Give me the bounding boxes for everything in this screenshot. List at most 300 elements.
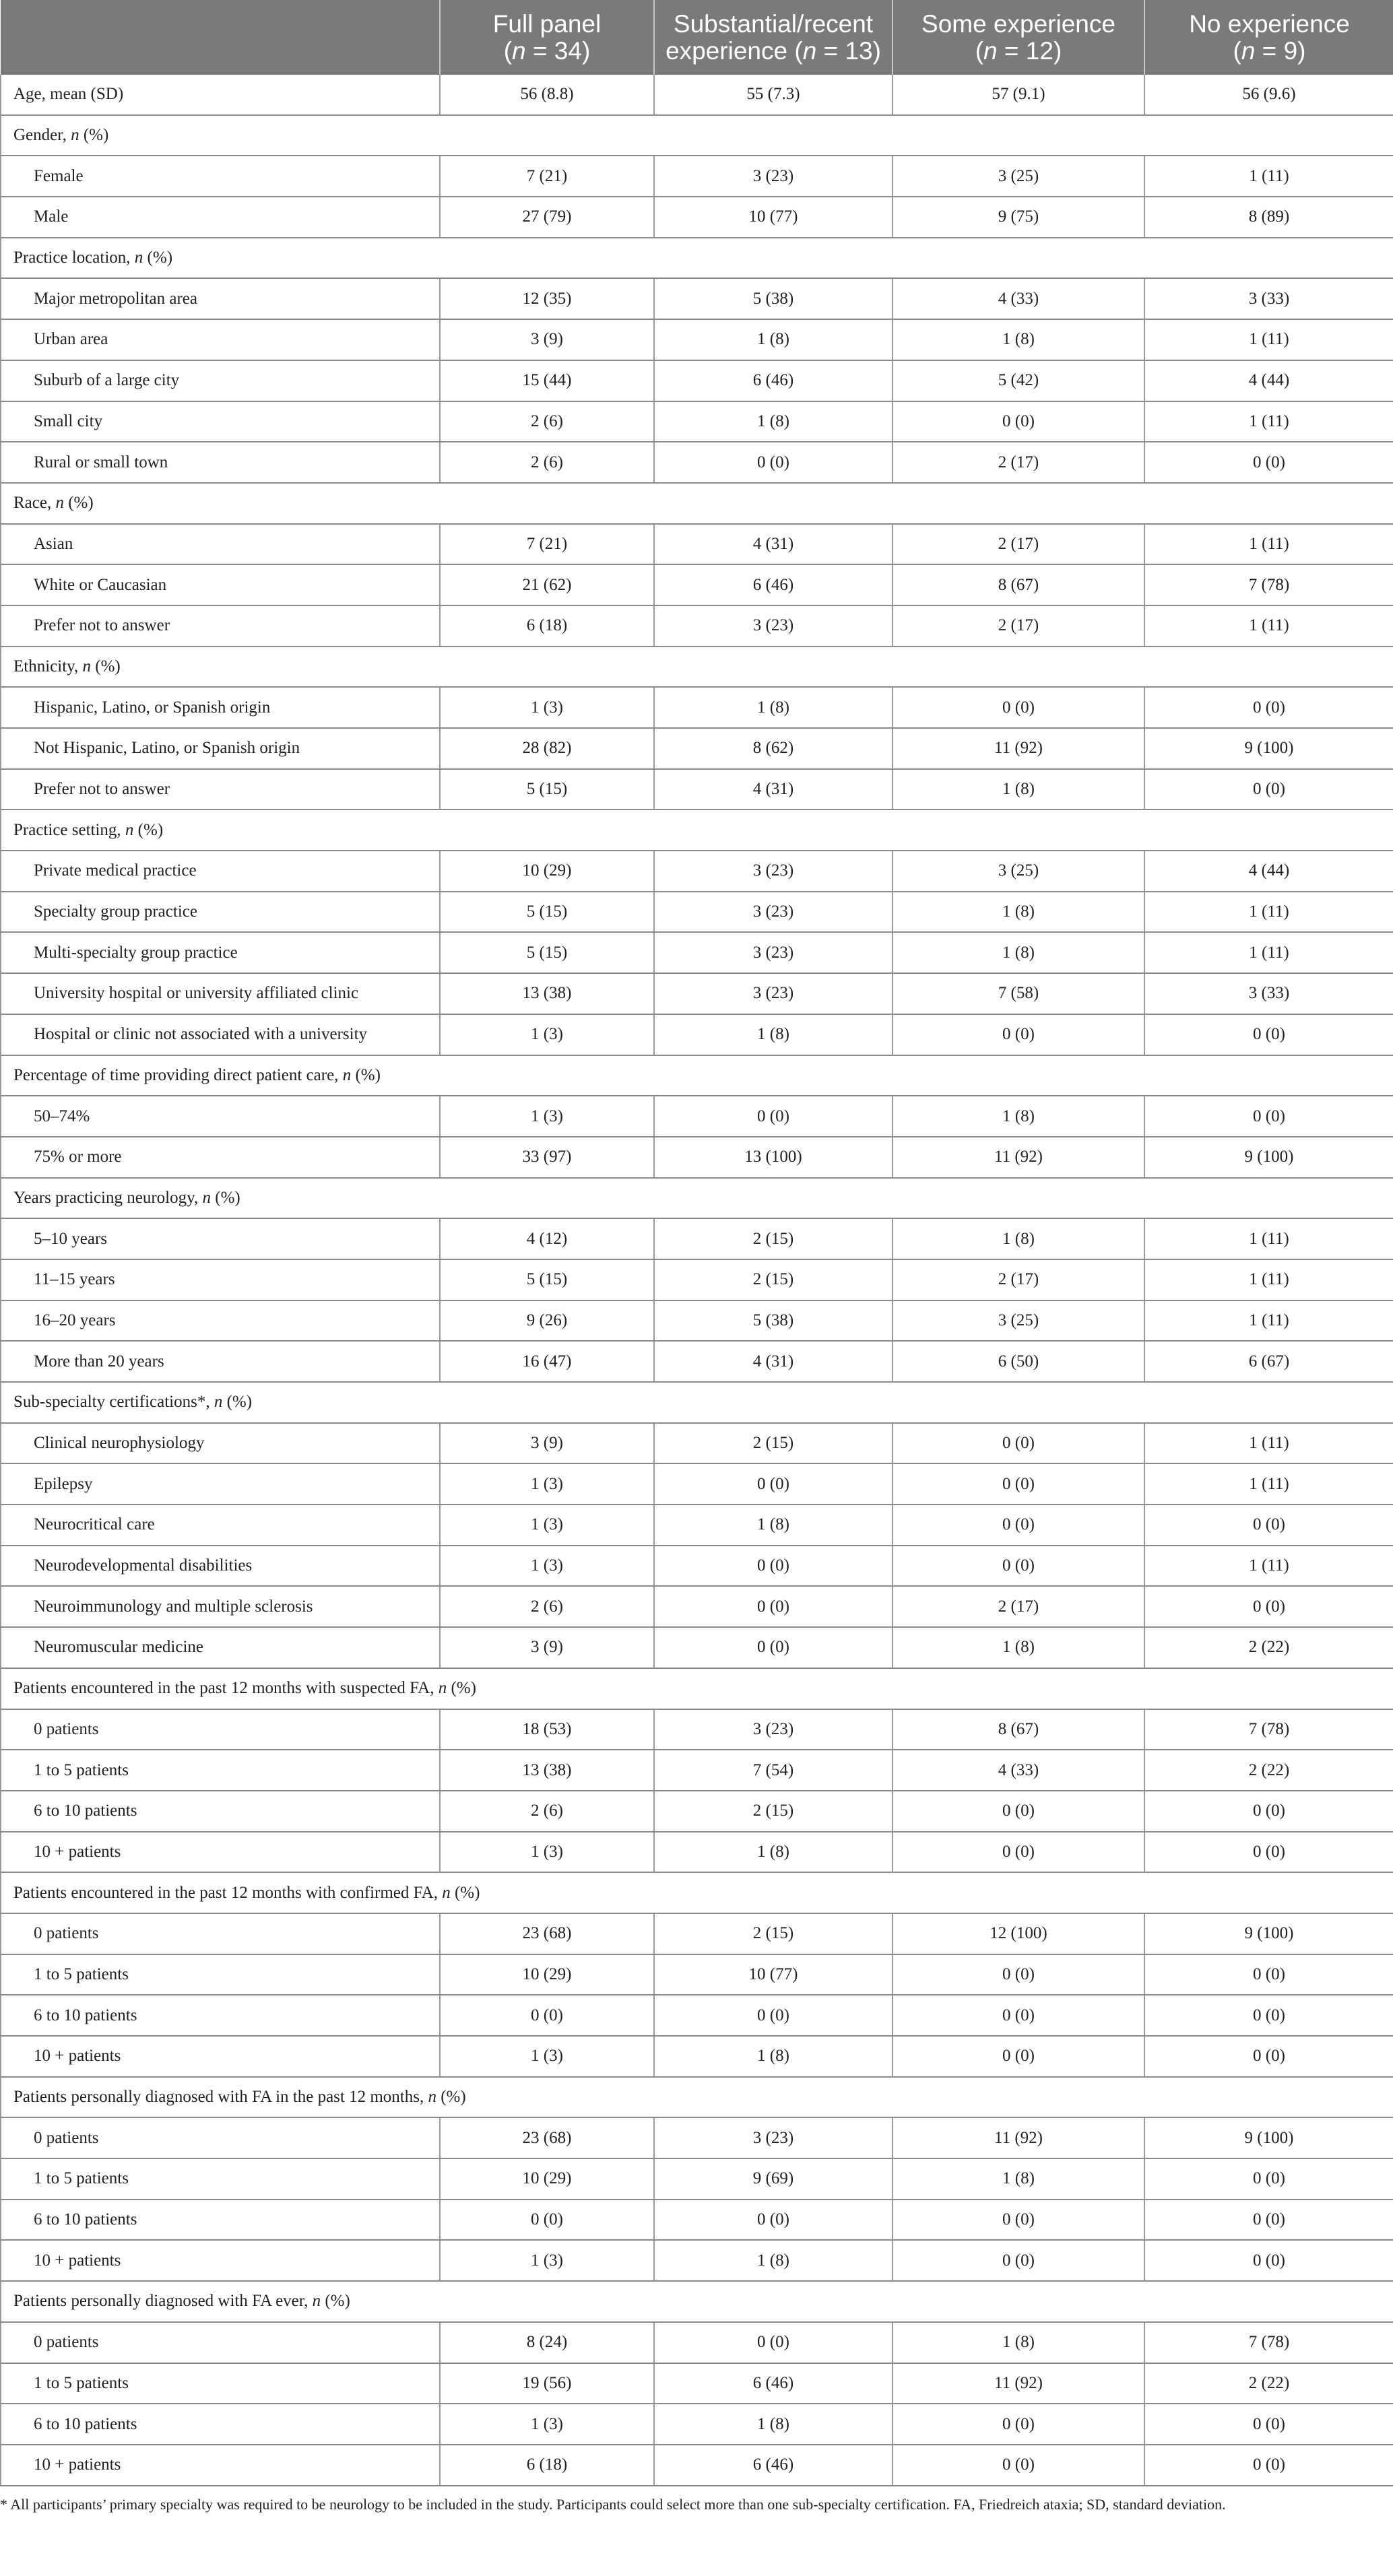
- cell-value: 1 (11): [1144, 892, 1393, 933]
- cell-value: 0 (0): [893, 687, 1144, 728]
- row-label: 1 to 5 patients: [1, 1954, 440, 1995]
- row-label: 0 patients: [1, 2322, 440, 2363]
- header-row: [1, 0, 1393, 75]
- cell-value: 11 (92): [893, 728, 1144, 769]
- row-label: 0 patients: [1, 2117, 440, 2158]
- cell-value: 0 (0): [1144, 442, 1393, 483]
- section-header-row: [1, 647, 1393, 688]
- cell-value: 13 (100): [654, 1137, 893, 1178]
- cell-value: 3 (23): [654, 605, 893, 647]
- cell-value: 1 (8): [654, 1505, 893, 1546]
- row-label: 10 + patients: [1, 2445, 440, 2486]
- cell-value: 0 (0): [893, 1423, 1144, 1464]
- section-header-row: [1, 2077, 1393, 2118]
- cell-value: 0 (0): [654, 1627, 893, 1668]
- cell-value: 0 (0): [893, 1995, 1144, 2036]
- cell-value: 8 (24): [440, 2322, 654, 2363]
- table-row: [1, 2036, 1393, 2077]
- cell-value: 4 (44): [1144, 851, 1393, 892]
- cell-value: 6 (18): [440, 2445, 654, 2486]
- section-label: Practice setting, n (%): [1, 810, 1393, 851]
- cell-value: 6 (46): [654, 2445, 893, 2486]
- column-header-0: [1, 0, 440, 75]
- table-row: [1, 1096, 1393, 1137]
- cell-value: 8 (62): [654, 728, 893, 769]
- row-label: Suburb of a large city: [1, 360, 440, 401]
- table-row: [1, 1709, 1393, 1750]
- cell-value: 1 (11): [1144, 401, 1393, 442]
- table-row: [1, 1341, 1393, 1382]
- row-label: 0 patients: [1, 1709, 440, 1750]
- cell-value: 19 (56): [440, 2363, 654, 2404]
- cell-value: 5 (15): [440, 1259, 654, 1300]
- section-header-row: [1, 810, 1393, 851]
- cell-value: 0 (0): [654, 1586, 893, 1627]
- section-header-row: [1, 2281, 1393, 2322]
- cell-value: 3 (9): [440, 1627, 654, 1668]
- cell-value: 0 (0): [654, 1096, 893, 1137]
- cell-value: 13 (38): [440, 973, 654, 1014]
- row-label: 75% or more: [1, 1137, 440, 1178]
- cell-value: 11 (92): [893, 1137, 1144, 1178]
- cell-value: 4 (31): [654, 1341, 893, 1382]
- row-label: Small city: [1, 401, 440, 442]
- cell-value: 1 (11): [1144, 1300, 1393, 1342]
- cell-value: 9 (100): [1144, 728, 1393, 769]
- row-label: White or Caucasian: [1, 564, 440, 605]
- cell-value: 56 (9.6): [1144, 75, 1393, 115]
- table-row: [1, 75, 1393, 115]
- cell-value: 0 (0): [893, 1546, 1144, 1587]
- cell-value: 2 (15): [654, 1791, 893, 1832]
- cell-value: 1 (11): [1144, 1259, 1393, 1300]
- cell-value: 5 (38): [654, 278, 893, 319]
- table-row: [1, 1750, 1393, 1791]
- cell-value: 57 (9.1): [893, 75, 1144, 115]
- table-row: [1, 605, 1393, 647]
- cell-value: 0 (0): [1144, 2200, 1393, 2241]
- table-row: [1, 2322, 1393, 2363]
- row-label: Asian: [1, 524, 440, 565]
- section-label: Years practicing neurology, n (%): [1, 1178, 1393, 1219]
- row-label: 16–20 years: [1, 1300, 440, 1342]
- cell-value: 1 (8): [893, 2158, 1144, 2200]
- cell-value: 3 (23): [654, 851, 893, 892]
- cell-value: 2 (17): [893, 605, 1144, 647]
- cell-value: 2 (17): [893, 524, 1144, 565]
- table-row: [1, 2240, 1393, 2281]
- table-row: [1, 2117, 1393, 2158]
- row-label: Urban area: [1, 319, 440, 360]
- cell-value: 3 (23): [654, 1709, 893, 1750]
- cell-value: 1 (11): [1144, 1463, 1393, 1505]
- cell-value: 0 (0): [440, 2200, 654, 2241]
- cell-value: 7 (78): [1144, 564, 1393, 605]
- cell-value: 12 (35): [440, 278, 654, 319]
- cell-value: 11 (92): [893, 2117, 1144, 2158]
- cell-value: 0 (0): [893, 2240, 1144, 2281]
- cell-value: 2 (15): [654, 1259, 893, 1300]
- table-row: [1, 2363, 1393, 2404]
- cell-value: 1 (3): [440, 687, 654, 728]
- section-header-row: [1, 1872, 1393, 1913]
- cell-value: 9 (75): [893, 197, 1144, 238]
- table-row: [1, 687, 1393, 728]
- table-header: [1, 0, 1393, 75]
- cell-value: 2 (22): [1144, 1627, 1393, 1668]
- cell-value: 0 (0): [1144, 1791, 1393, 1832]
- cell-value: 6 (46): [654, 564, 893, 605]
- cell-value: 4 (33): [893, 278, 1144, 319]
- cell-value: 1 (8): [893, 892, 1144, 933]
- row-label: Multi-specialty group practice: [1, 932, 440, 973]
- row-label: Neuroimmunology and multiple sclerosis: [1, 1586, 440, 1627]
- row-label: Male: [1, 197, 440, 238]
- cell-value: 2 (15): [654, 1218, 893, 1259]
- cell-value: 0 (0): [893, 2445, 1144, 2486]
- cell-value: 0 (0): [1144, 2445, 1393, 2486]
- cell-value: 1 (8): [893, 769, 1144, 810]
- cell-value: 2 (15): [654, 1423, 893, 1464]
- cell-value: 1 (11): [1144, 1218, 1393, 1259]
- cell-value: 3 (23): [654, 892, 893, 933]
- cell-value: 2 (6): [440, 442, 654, 483]
- cell-value: 15 (44): [440, 360, 654, 401]
- cell-value: 0 (0): [654, 1463, 893, 1505]
- cell-value: 1 (8): [654, 401, 893, 442]
- cell-value: 0 (0): [1144, 2158, 1393, 2200]
- row-label: Major metropolitan area: [1, 278, 440, 319]
- cell-value: 2 (22): [1144, 1750, 1393, 1791]
- table-row: [1, 1218, 1393, 1259]
- table-row: [1, 2404, 1393, 2445]
- table-row: [1, 973, 1393, 1014]
- table-row: [1, 564, 1393, 605]
- section-label: Patients personally diagnosed with FA in the past 12 months, n (%): [1, 2077, 1393, 2118]
- cell-value: 3 (33): [1144, 278, 1393, 319]
- table-row: [1, 769, 1393, 810]
- table-row: [1, 1259, 1393, 1300]
- cell-value: 0 (0): [654, 2200, 893, 2241]
- row-label: Female: [1, 156, 440, 197]
- cell-value: 0 (0): [1144, 769, 1393, 810]
- row-label: 6 to 10 patients: [1, 2404, 440, 2445]
- cell-value: 7 (78): [1144, 2322, 1393, 2363]
- cell-value: 5 (15): [440, 932, 654, 973]
- table-row: [1, 2445, 1393, 2486]
- cell-value: 0 (0): [1144, 1954, 1393, 1995]
- cell-value: 5 (15): [440, 769, 654, 810]
- cell-value: 7 (21): [440, 524, 654, 565]
- cell-value: 4 (31): [654, 524, 893, 565]
- row-label: 10 + patients: [1, 2036, 440, 2077]
- cell-value: 1 (11): [1144, 605, 1393, 647]
- cell-value: 4 (33): [893, 1750, 1144, 1791]
- cell-value: 55 (7.3): [654, 75, 893, 115]
- cell-value: 3 (23): [654, 932, 893, 973]
- cell-value: 0 (0): [893, 2200, 1144, 2241]
- table-row: [1, 1546, 1393, 1587]
- cell-value: 28 (82): [440, 728, 654, 769]
- cell-value: 0 (0): [654, 1546, 893, 1587]
- cell-value: 1 (3): [440, 1463, 654, 1505]
- row-label: Prefer not to answer: [1, 605, 440, 647]
- column-header-line2: experience (n = 13): [666, 36, 881, 65]
- row-label: Private medical practice: [1, 851, 440, 892]
- cell-value: 5 (42): [893, 360, 1144, 401]
- cell-value: 0 (0): [893, 2404, 1144, 2445]
- cell-value: 2 (22): [1144, 2363, 1393, 2404]
- cell-value: 3 (23): [654, 2117, 893, 2158]
- cell-value: 0 (0): [654, 2322, 893, 2363]
- cell-value: 0 (0): [440, 1995, 654, 2036]
- row-label: 1 to 5 patients: [1, 1750, 440, 1791]
- cell-value: 3 (25): [893, 1300, 1144, 1342]
- table-row: [1, 1505, 1393, 1546]
- cell-value: 1 (11): [1144, 1423, 1393, 1464]
- cell-value: 16 (47): [440, 1341, 654, 1382]
- cell-value: 8 (67): [893, 564, 1144, 605]
- cell-value: 0 (0): [1144, 2240, 1393, 2281]
- section-header-row: [1, 1382, 1393, 1423]
- cell-value: 4 (44): [1144, 360, 1393, 401]
- section-header-row: [1, 238, 1393, 279]
- table-row: [1, 278, 1393, 319]
- cell-value: 4 (12): [440, 1218, 654, 1259]
- row-label: Not Hispanic, Latino, or Spanish origin: [1, 728, 440, 769]
- cell-value: 9 (26): [440, 1300, 654, 1342]
- cell-value: 3 (33): [1144, 973, 1393, 1014]
- cell-value: 1 (3): [440, 1546, 654, 1587]
- table-row: [1, 1463, 1393, 1505]
- table-row: [1, 1954, 1393, 1995]
- table-row: [1, 932, 1393, 973]
- cell-value: 27 (79): [440, 197, 654, 238]
- section-label: Gender, n (%): [1, 115, 1393, 156]
- section-label: Patients personally diagnosed with FA ever, n (%): [1, 2281, 1393, 2322]
- cell-value: 33 (97): [440, 1137, 654, 1178]
- cell-value: 5 (15): [440, 892, 654, 933]
- cell-value: 7 (21): [440, 156, 654, 197]
- table-row: [1, 728, 1393, 769]
- cell-value: 10 (77): [654, 197, 893, 238]
- table-row: [1, 1586, 1393, 1627]
- cell-value: 1 (3): [440, 2404, 654, 2445]
- row-label: 11–15 years: [1, 1259, 440, 1300]
- cell-value: 1 (3): [440, 1096, 654, 1137]
- section-label: Ethnicity, n (%): [1, 647, 1393, 688]
- cell-value: 1 (8): [654, 687, 893, 728]
- cell-value: 11 (92): [893, 2363, 1144, 2404]
- column-header-2: [654, 0, 893, 75]
- cell-value: 9 (69): [654, 2158, 893, 2200]
- row-label: 10 + patients: [1, 1832, 440, 1873]
- cell-value: 0 (0): [893, 1463, 1144, 1505]
- section-label: Sub-specialty certifications*, n (%): [1, 1382, 1393, 1423]
- table-row: [1, 892, 1393, 933]
- column-header-line2: (n = 9): [1233, 36, 1306, 65]
- cell-value: 0 (0): [1144, 1832, 1393, 1873]
- cell-value: 1 (8): [654, 319, 893, 360]
- row-label: Neurocritical care: [1, 1505, 440, 1546]
- cell-value: 3 (25): [893, 851, 1144, 892]
- cell-value: 1 (3): [440, 2036, 654, 2077]
- cell-value: 1 (8): [654, 2240, 893, 2281]
- cell-value: 1 (8): [654, 1832, 893, 1873]
- column-header-line1: Some experience: [921, 9, 1115, 38]
- cell-value: 1 (8): [893, 2322, 1144, 2363]
- table-row: [1, 1137, 1393, 1178]
- table-row: [1, 1423, 1393, 1464]
- cell-value: 4 (31): [654, 769, 893, 810]
- row-label: Hospital or clinic not associated with a university: [1, 1014, 440, 1055]
- cell-value: 9 (100): [1144, 1913, 1393, 1954]
- cell-value: 1 (8): [654, 2404, 893, 2445]
- cell-value: 3 (9): [440, 319, 654, 360]
- cell-value: 6 (46): [654, 2363, 893, 2404]
- section-label: Practice location, n (%): [1, 238, 1393, 279]
- cell-value: 23 (68): [440, 2117, 654, 2158]
- cell-value: 6 (50): [893, 1341, 1144, 1382]
- section-label: Patients encountered in the past 12 months with suspected FA, n (%): [1, 1668, 1393, 1709]
- row-label: Clinical neurophysiology: [1, 1423, 440, 1464]
- cell-value: 5 (38): [654, 1300, 893, 1342]
- cell-value: 1 (8): [893, 1096, 1144, 1137]
- cell-value: 1 (11): [1144, 1546, 1393, 1587]
- table-row: [1, 1014, 1393, 1055]
- cell-value: 7 (78): [1144, 1709, 1393, 1750]
- column-header-line1: No experience: [1189, 9, 1350, 38]
- table-row: [1, 442, 1393, 483]
- row-label: 6 to 10 patients: [1, 1995, 440, 2036]
- table-row: [1, 197, 1393, 238]
- cell-value: 1 (3): [440, 1505, 654, 1546]
- section-header-row: [1, 483, 1393, 524]
- cell-value: 0 (0): [1144, 687, 1393, 728]
- cell-value: 0 (0): [1144, 1014, 1393, 1055]
- cell-value: 56 (8.8): [440, 75, 654, 115]
- table-row: [1, 1791, 1393, 1832]
- cell-value: 1 (11): [1144, 319, 1393, 360]
- cell-value: 0 (0): [654, 442, 893, 483]
- row-label: More than 20 years: [1, 1341, 440, 1382]
- column-header-4: [1144, 0, 1393, 75]
- row-label: Prefer not to answer: [1, 769, 440, 810]
- cell-value: 10 (29): [440, 851, 654, 892]
- cell-value: 23 (68): [440, 1913, 654, 1954]
- cell-value: 10 (29): [440, 1954, 654, 1995]
- section-header-row: [1, 1668, 1393, 1709]
- row-label: 10 + patients: [1, 2240, 440, 2281]
- cell-value: 0 (0): [893, 401, 1144, 442]
- cell-value: 2 (17): [893, 1586, 1144, 1627]
- cell-value: 1 (11): [1144, 156, 1393, 197]
- section-label: Patients encountered in the past 12 months with confirmed FA, n (%): [1, 1872, 1393, 1913]
- column-header-3: [893, 0, 1144, 75]
- cell-value: 2 (6): [440, 1586, 654, 1627]
- cell-value: 2 (6): [440, 1791, 654, 1832]
- table-row: [1, 851, 1393, 892]
- table-row: [1, 1627, 1393, 1668]
- column-header-line1: Substantial/recent: [673, 9, 874, 38]
- table-row: [1, 2200, 1393, 2241]
- cell-value: 21 (62): [440, 564, 654, 605]
- cell-value: 1 (11): [1144, 524, 1393, 565]
- cell-value: 0 (0): [893, 1014, 1144, 1055]
- cell-value: 7 (54): [654, 1750, 893, 1791]
- row-label: Specialty group practice: [1, 892, 440, 933]
- cell-value: 0 (0): [893, 1791, 1144, 1832]
- table-row: [1, 1300, 1393, 1342]
- cell-value: 2 (17): [893, 442, 1144, 483]
- cell-value: 1 (8): [893, 1218, 1144, 1259]
- table-row: [1, 1832, 1393, 1873]
- cell-value: 7 (58): [893, 973, 1144, 1014]
- section-header-row: [1, 1055, 1393, 1096]
- row-label: 6 to 10 patients: [1, 1791, 440, 1832]
- row-label: 6 to 10 patients: [1, 2200, 440, 2241]
- cell-value: 0 (0): [1144, 2036, 1393, 2077]
- cell-value: 9 (100): [1144, 1137, 1393, 1178]
- table-row: [1, 524, 1393, 565]
- table-row: [1, 319, 1393, 360]
- cell-value: 3 (23): [654, 156, 893, 197]
- column-header-line1: Full panel: [492, 9, 602, 38]
- cell-value: 12 (100): [893, 1913, 1144, 1954]
- column-header-1: [440, 0, 654, 75]
- cell-value: 0 (0): [893, 1832, 1144, 1873]
- cell-value: 1 (8): [893, 932, 1144, 973]
- cell-value: 1 (3): [440, 1014, 654, 1055]
- cell-value: 8 (67): [893, 1709, 1144, 1750]
- cell-value: 3 (9): [440, 1423, 654, 1464]
- row-label: Neurodevelopmental disabilities: [1, 1546, 440, 1587]
- cell-value: 1 (8): [654, 1014, 893, 1055]
- row-label: Neuromuscular medicine: [1, 1627, 440, 1668]
- table-row: [1, 1995, 1393, 2036]
- cell-value: 3 (25): [893, 156, 1144, 197]
- cell-value: 8 (89): [1144, 197, 1393, 238]
- table-row: [1, 360, 1393, 401]
- column-header-line2: (n = 34): [503, 36, 591, 65]
- cell-value: 0 (0): [1144, 1096, 1393, 1137]
- cell-value: 0 (0): [1144, 1995, 1393, 2036]
- table-row: [1, 401, 1393, 442]
- row-label: 5–10 years: [1, 1218, 440, 1259]
- row-label: Rural or small town: [1, 442, 440, 483]
- table-row: [1, 1913, 1393, 1954]
- cell-value: 0 (0): [1144, 2404, 1393, 2445]
- cell-value: 1 (11): [1144, 932, 1393, 973]
- cell-value: 0 (0): [1144, 1586, 1393, 1627]
- cell-value: 2 (6): [440, 401, 654, 442]
- table-row: [1, 2158, 1393, 2200]
- section-label: Percentage of time providing direct patient care, n (%): [1, 1055, 1393, 1096]
- cell-value: 0 (0): [893, 1954, 1144, 1995]
- cell-value: 1 (3): [440, 1832, 654, 1873]
- cell-value: 6 (18): [440, 605, 654, 647]
- cell-value: 3 (23): [654, 973, 893, 1014]
- row-label: 1 to 5 patients: [1, 2363, 440, 2404]
- cell-value: 6 (46): [654, 360, 893, 401]
- row-label: Age, mean (SD): [1, 75, 440, 115]
- row-label: 0 patients: [1, 1913, 440, 1954]
- cell-value: 1 (8): [654, 2036, 893, 2077]
- cell-value: 13 (38): [440, 1750, 654, 1791]
- cell-value: 10 (29): [440, 2158, 654, 2200]
- cell-value: 2 (17): [893, 1259, 1144, 1300]
- cell-value: 0 (0): [654, 1995, 893, 2036]
